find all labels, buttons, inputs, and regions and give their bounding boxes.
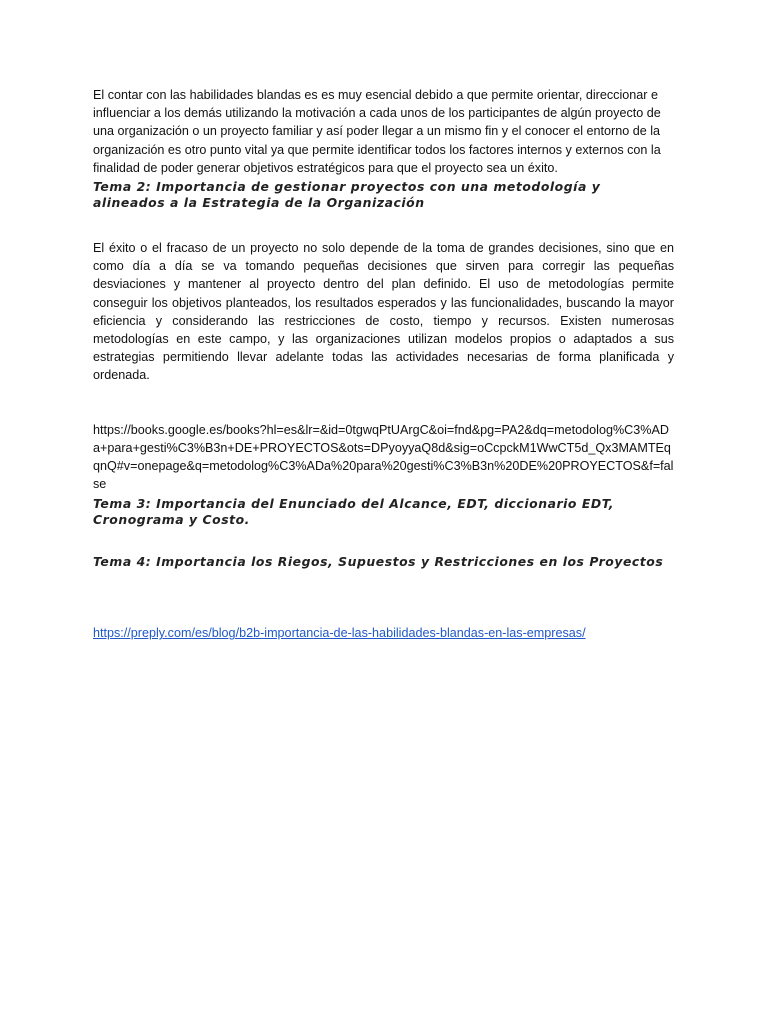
books-url-text: https://books.google.es/books?hl=es&lr=&id=0tgwqPtUArgC&oi=fnd&pg=PA2&dq=metodolog%C3%ADa+para+gesti%C3%B3n+DE+PROYECTOS&ots=DPyoyyaQ8d&sig=oCcpckM1WwCT5d_Qx3MAMTEqqnQ#v=onepage&q=metodolog%C3%ADa%20para%20gesti%C3%B3n%20DE%20PROYECTOS&f=false: [93, 422, 674, 492]
paragraph-methodology: El éxito o el fracaso de un proyecto no solo depende de la toma de grandes decisiones, sino que en como día a día se va tomando pequeñas decisiones que sirven para corregir las pequeñas desviaciones y mantener al proyecto dentro del plan definido. El uso de metodologías permite conseguir los objetivos planteados, los resultados esperados y las funcionalidades, buscando la mayor eficiencia y considerando las restricciones de costo, tiempo y recursos. Existen numerosas metodologías en este campo, y las organizaciones utilizan modelos propios o adaptados a sus estrategias permitiendo llevar adelante todas las actividades necesarias de forma planificada y ordenada.: [93, 241, 674, 383]
heading-tema-2: Tema 2: Importancia de gestionar proyectos con una metodología y alineados a la Estrategia de la Organización: [93, 179, 601, 211]
preply-link[interactable]: https://preply.com/es/blog/b2b-importancia-de-las-habilidades-blandas-en-las-empresas/: [93, 626, 586, 641]
heading-tema-4: Tema 4: Importancia los Riegos, Supuestos y Restricciones en los Proyectos: [93, 554, 664, 570]
document-body: [93, 86, 674, 642]
paragraph-soft-skills: El contar con las habilidades blandas es es muy esencial debido a que permite orientar, direccionar e influenciar a los demás utilizando la motivación a cada unos de los participantes de algún proyecto de una organización o un proyecto familiar y así poder llegar a un mismo fin y el conocer el entorno de la organización es otro punto vital ya que permite identificar todos los factores internos y externos con la finalidad de poder generar objetivos estratégicos para que el proyecto sea un éxito.: [93, 88, 661, 175]
heading-tema-3: Tema 3: Importancia del Enunciado del Alcance, EDT, diccionario EDT, Cronograma y Costo.: [93, 496, 614, 528]
